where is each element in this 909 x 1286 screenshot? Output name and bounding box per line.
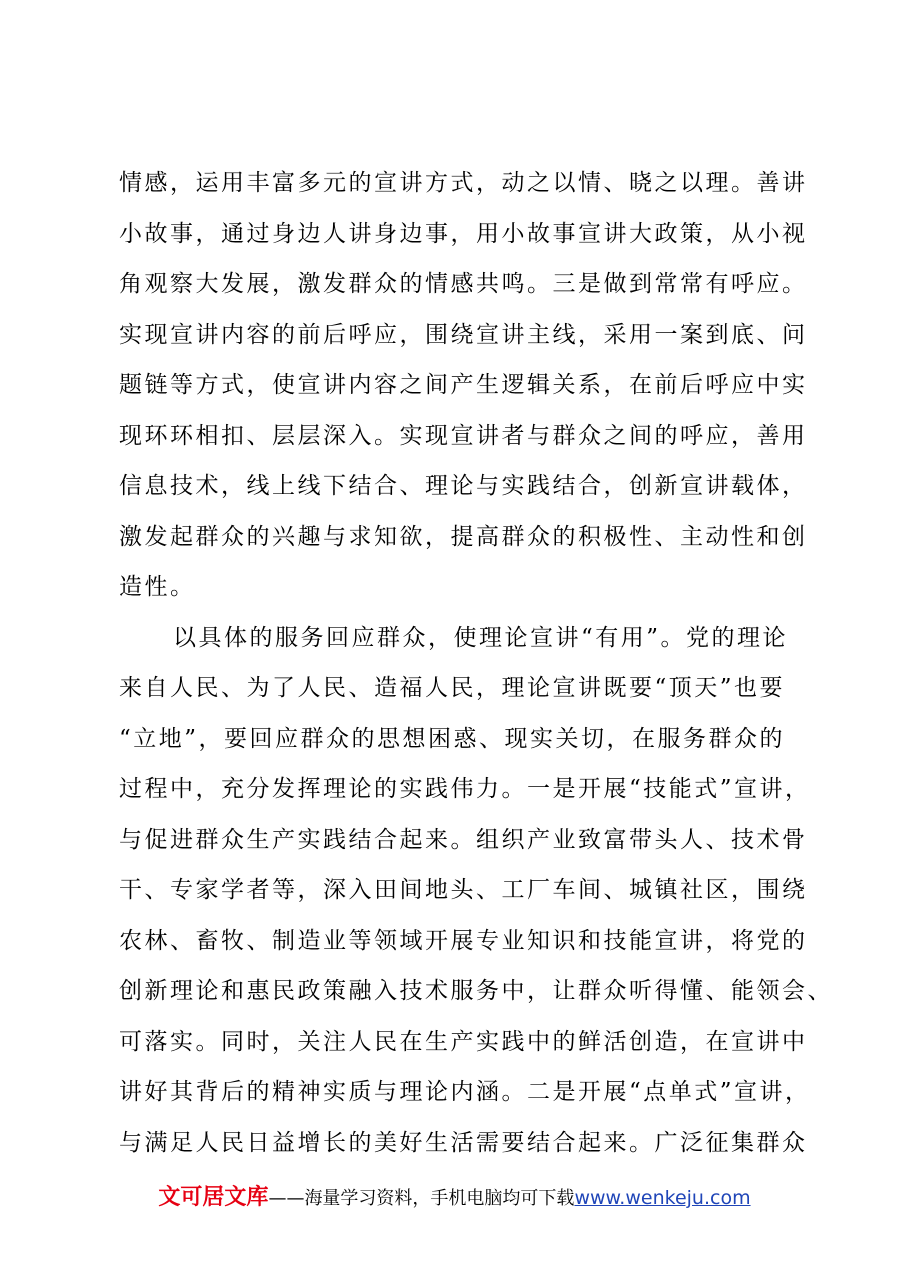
paragraph-start-line: 以具体的服务回应群众，使理论宣讲“有用”。党的理论: [173, 624, 789, 651]
text-line: 激发起群众的兴趣与求知欲，提高群众的积极性、主动性和创: [119, 523, 808, 550]
text-line: 来自人民、为了人民、造福人民，理论宣讲既要“顶天”也要: [119, 675, 786, 701]
website-link[interactable]: www.wenkeju.com: [574, 1187, 751, 1209]
text-line: 干、专家学者等，深入田间地头、工厂车间、城镇社区，围绕: [119, 877, 808, 903]
text-line: 可落实。同时，关注人民在生产实践中的鲜活创造，在宣讲中: [119, 1028, 808, 1055]
text-line: 角观察大发展，激发群众的情感共鸣。三是做到常常有呼应。: [119, 271, 808, 297]
brand-name: 文可居文库: [158, 1185, 269, 1210]
text-line: 小故事，通过身边人讲身边事，用小故事宣讲大政策，从小视: [119, 220, 808, 247]
text-line: 农林、畜牧、制造业等领域开展专业知识和技能宣讲，将党的: [119, 927, 808, 954]
text-line: 实现宣讲内容的前后呼应，围绕宣讲主线，采用一案到底、问: [119, 321, 808, 348]
text-line: 现环环相扣、层层深入。实现宣讲者与群众之间的呼应，善用: [119, 422, 808, 449]
footer-slogan: ——海量学习资料，手机电脑均可下载: [268, 1188, 575, 1209]
text-line: 讲好其背后的精神实质与理论内涵。二是开展“点单式”宣讲，: [119, 1079, 811, 1105]
body-text: [119, 158, 833, 1168]
text-line: 创新理论和惠民政策融入技术服务中，让群众听得懂、能领会、: [119, 978, 833, 1004]
text-line: 情感，运用丰富多元的宣讲方式，动之以情、晓之以理。善讲: [119, 170, 808, 196]
text-line: 与促进群众生产实践结合起来。组织产业致富带头人、技术骨: [119, 826, 808, 853]
footer-banner: [0, 1180, 909, 1211]
text-line: 与满足人民日益增长的美好生活需要结合起来。广泛征集群众: [119, 1129, 808, 1156]
text-line: 过程中，充分发挥理论的实践伟力。一是开展“技能式”宣讲，: [119, 776, 811, 802]
text-line: 信息技术，线上线下结合、理论与实践结合，创新宣讲载体，: [119, 473, 808, 499]
text-line: 题链等方式，使宣讲内容之间产生逻辑关系，在前后呼应中实: [119, 372, 808, 398]
text-line: 造性。: [119, 574, 196, 600]
text-line: “立地”，要回应群众的思想困惑、现实关切，在服务群众的: [119, 725, 786, 752]
